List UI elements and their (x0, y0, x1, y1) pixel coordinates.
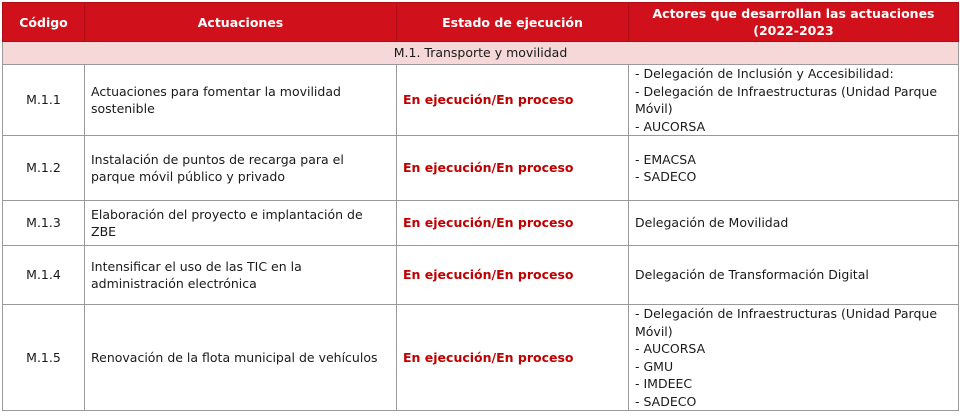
table-row (3, 246, 959, 305)
section-title: M.1. Transporte y movilidad (3, 42, 959, 65)
actor-line: - AUCORSA (635, 341, 706, 356)
actor-line: - SADECO (635, 393, 697, 409)
actions-table (2, 2, 959, 411)
actor-line: Delegación de Movilidad (635, 215, 789, 231)
row-code: M.1.2 (3, 136, 85, 201)
row-code: M.1.3 (3, 201, 85, 246)
table-row (3, 305, 959, 411)
row-actors (629, 201, 959, 246)
actor-line: - SADECO (635, 169, 697, 184)
actor-line: - AUCORSA (635, 118, 706, 134)
row-actors (629, 305, 959, 411)
actor-line: Delegación de Transformación Digital (635, 267, 869, 283)
header-row (3, 3, 959, 42)
actor-line: - Delegación de Infraestructuras (Unidad Parque Móvil) (635, 306, 938, 339)
row-actors (629, 246, 959, 305)
header-actores: Actores que desarrollan las actuaciones (2022-2023 (629, 3, 959, 42)
row-actors (629, 136, 959, 201)
actor-line: - GMU (635, 358, 674, 374)
header-codigo: Código (3, 3, 85, 42)
actor-line: - Delegación de Infraestructuras (Unidad Parque Móvil) (635, 83, 938, 116)
actor-line: - IMDEEC (635, 376, 693, 391)
row-action: Actuaciones para fomentar la movilidad sostenible (85, 65, 397, 136)
section-row (3, 42, 959, 65)
row-action: Instalación de puntos de recarga para el parque móvil público y privado (85, 136, 397, 201)
table-row (3, 65, 959, 136)
row-status: En ejecución/En proceso (397, 65, 629, 136)
header-actuaciones: Actuaciones (85, 3, 397, 42)
actor-line: - EMACSA (635, 151, 696, 167)
table-row (3, 201, 959, 246)
table-row (3, 136, 959, 201)
row-status: En ejecución/En proceso (397, 136, 629, 201)
row-status: En ejecución/En proceso (397, 246, 629, 305)
row-action: Intensificar el uso de las TIC en la administración electrónica (85, 246, 397, 305)
row-action: Renovación de la flota municipal de vehículos (85, 305, 397, 411)
header-estado: Estado de ejecución (397, 3, 629, 42)
actor-line: - Delegación de Inclusión y Accesibilidad: (635, 66, 894, 81)
row-code: M.1.5 (3, 305, 85, 411)
row-status: En ejecución/En proceso (397, 305, 629, 411)
row-action: Elaboración del proyecto e implantación de ZBE (85, 201, 397, 246)
row-code: M.1.4 (3, 246, 85, 305)
row-status: En ejecución/En proceso (397, 201, 629, 246)
row-actors (629, 65, 959, 136)
row-code: M.1.1 (3, 65, 85, 136)
